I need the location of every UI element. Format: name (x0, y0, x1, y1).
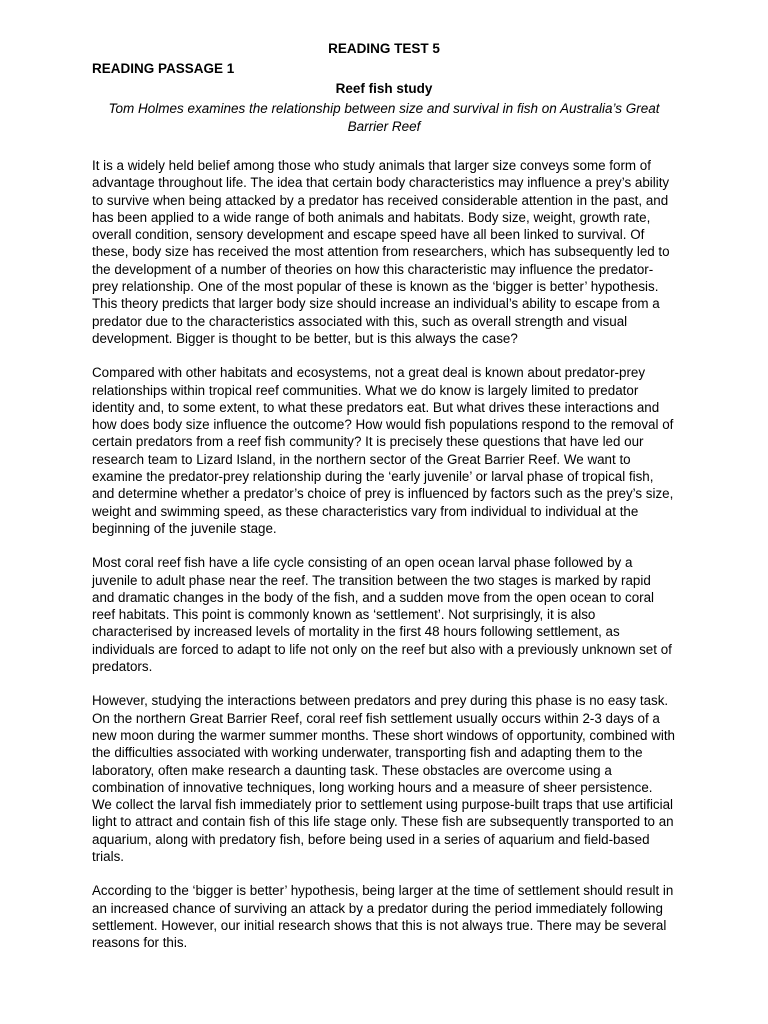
paragraph-4: However, studying the interactions between predators and prey during this phase is no easy task. On the northern Great Barrier Reef, coral reef fish settlement usually occurs within 2-3 days of a new moon during the warmer summer months. These short windows of opportunity, combined with the difficulties associated with working underwater, transporting fish and adapting them to the laboratory, often make research a daunting task. These obstacles are overcome using a combination of innovative techniques, long working hours and a measure of sheer persistence. We collect the larval fish immediately prior to settlement using purpose-built traps that use artificial light to attract and contain fish of this life stage only. These fish are subsequently transported to an aquarium, along with predatory fish, before being used in a series of aquarium and field-based trials. (92, 693, 676, 864)
passage-label: READING PASSAGE 1 (92, 61, 235, 76)
article-subtitle: Tom Holmes examines the relationship between size and survival in fish on Australia’s Great Barrier Reef (108, 101, 660, 134)
paragraph-2: Compared with other habitats and ecosystems, not a great deal is known about predator-prey relationships within tropical reef communities. What we do know is largely limited to predator identity and, to some extent, to what these predators eat. But what drives these interactions and how does body size influence the outcome? How would fish populations respond to the removal of certain predators from a reef fish community? It is precisely these questions that have led our research team to Lizard Island, in the northern sector of the Great Barrier Reef. We want to examine the predator-prey relationship during the ‘early juvenile’ or larval phase of tropical fish, and determine whether a predator’s choice of prey is influenced by factors such as the prey’s size, weight and swimming speed, as these characteristics vary from individual to individual at the beginning of the juvenile stage. (92, 365, 674, 536)
article-body (92, 157, 676, 951)
paragraph-3: Most coral reef fish have a life cycle consisting of an open ocean larval phase followed by a juvenile to adult phase near the reef. The transition between the two stages is marked by rapid and dramatic changes in the body of the fish, and a sudden move from the open ocean to coral reef habitats. This point is commonly known as ‘settlement’. Not surprisingly, it is also characterised by increased levels of mortality in the first 48 hours following settlement, as individuals are forced to adapt to life not only on the reef but also with a previously unknown set of predators. (92, 555, 672, 675)
paragraph-1: It is a widely held belief among those who study animals that larger size conveys some form of advantage throughout life. The idea that certain body characteristics may influence a prey’s ability to survive when being attacked by a predator has received considerable attention in the past, and has been applied to a wide range of both animals and habitats. Body size, weight, growth rate, overall condition, sensory development and escape speed have all been linked to survival. Of these, body size has received the most attention from researchers, which has subsequently led to the development of a number of theories on how this characteristic may influence the predator-prey relationship. One of the most popular of these is known as the ‘bigger is better’ hypothesis. This theory predicts that larger body size should increase an individual’s ability to escape from a predator due to the characteristics associated with this, such as overall strength and visual development. Bigger is thought to be better, but is this always the case? (92, 158, 670, 346)
article-title: Reef fish study (335, 81, 433, 96)
test-title: READING TEST 5 (328, 41, 440, 56)
paragraph-5: According to the ‘bigger is better’ hypothesis, being larger at the time of settlement should result in an increased chance of surviving an attack by a predator during the period immediately following settlement. However, our initial research shows that this is not always true. There may be several reasons for this. (92, 883, 674, 951)
